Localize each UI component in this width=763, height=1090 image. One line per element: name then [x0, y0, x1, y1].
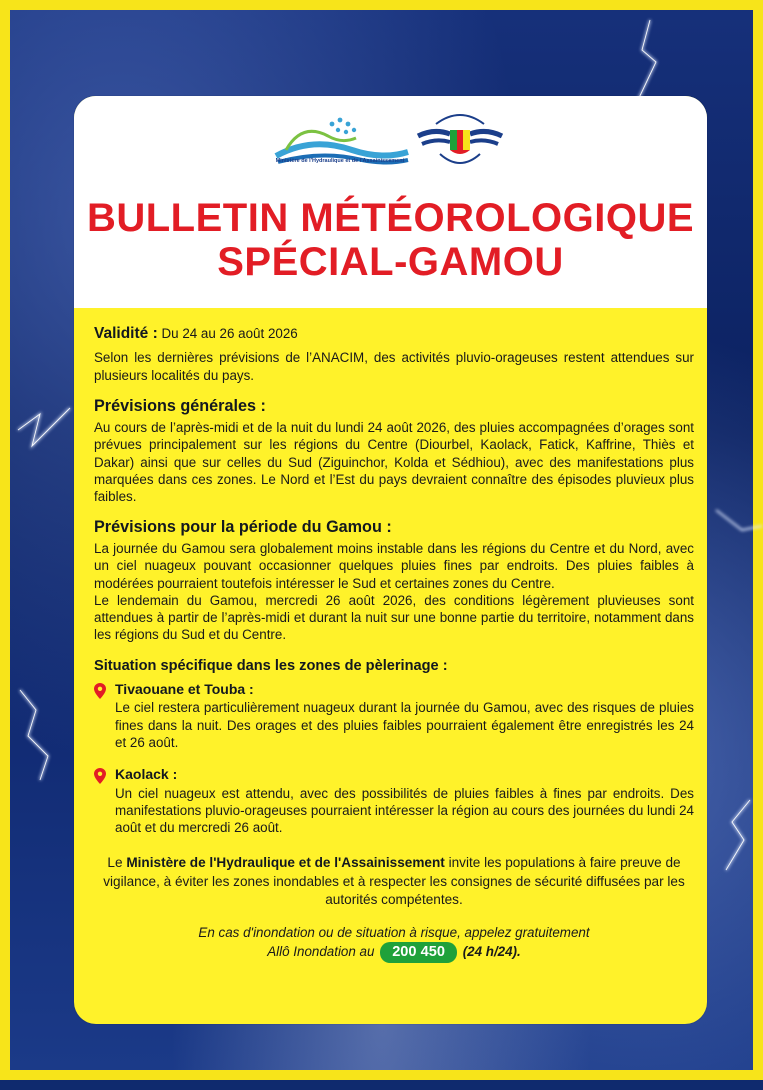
notice-prefix: Le — [107, 855, 123, 871]
zone-tivaouane-touba — [94, 681, 694, 751]
bulletin-header — [74, 96, 707, 308]
zones-heading: Situation spécifique dans les zones de pèlerinage : — [94, 657, 448, 674]
intro-text: Selon les dernières prévisions de l’ANACIM, des activités pluvio-orageuses restent attendues sur plusieurs localités du pays. — [94, 350, 694, 383]
validity-label: Validité : — [94, 325, 158, 342]
validity-line — [94, 325, 694, 342]
notice-suffix: invite les populations à faire preuve de vigilance, à éviter les zones inondables et à respecter les consignes de sécurité diffusées par les autorités compétentes. — [103, 855, 685, 908]
validity-value: Du 24 au 26 août 2026 — [161, 326, 298, 341]
bulletin-card — [74, 96, 707, 1024]
gamou-text-2: Le lendemain du Gamou, mercredi 26 août 2026, des conditions légèrement pluvieuses sont attendues à partir de l’après-midi et durant la nuit sur une bonne partie du territoire, notamment dans les régions du Sud et du Centre. — [94, 592, 694, 643]
zone-name: Kaolack : — [115, 766, 178, 783]
general-text: Au cours de l’après-midi et de la nuit du lundi 24 août 2026, des pluies accompagnées d’orages sont prévues principalement sur les régions du Centre (Diourbel, Kaolack, Fatick, Kaffrine, Thiès et Dakar) ainsi que sur celles du Sud (Ziguinchor, Kolda et Sédhiou), avec des manifestations plus marquées dans ces zones. Le Nord et l’Est du pays devraient connaître des épisodes pluvieux plus faibles. — [94, 420, 694, 505]
phone-number-badge[interactable]: 200 450 — [380, 942, 457, 963]
bulletin-title — [74, 196, 707, 284]
gamou-heading: Prévisions pour la période du Gamou : — [94, 517, 392, 536]
zone-kaolack — [94, 766, 694, 836]
zone-text: Le ciel restera particulièrement nuageux durant la journée du Gamou, avec des risques de pluies fines dans la nuit. Des orages et des pluies faibles pourraient également être enregistrés les 24 et 26 août. — [115, 700, 694, 750]
zone-name: Tivaouane et Touba : — [115, 681, 254, 698]
vigilance-notice — [94, 854, 694, 909]
general-heading: Prévisions générales : — [94, 396, 266, 415]
call-line-1: En cas d'inondation ou de situation à risque, appelez gratuitement — [198, 925, 590, 941]
location-pin-icon — [94, 683, 106, 699]
title-line-2: SPÉCIAL-GAMOU — [217, 240, 564, 284]
anacim-logo-icon — [414, 106, 506, 172]
notice-ministry: Ministère de l'Hydraulique et de l'Assainissement — [126, 855, 445, 871]
call-line-2-prefix: Allô Inondation au — [267, 944, 375, 960]
ministry-name: Ministère de l'Hydraulique et de l'Assainissement — [275, 158, 405, 164]
location-pin-icon — [94, 768, 106, 784]
call-hours: (24 h/24). — [462, 944, 521, 960]
title-line-1: BULLETIN MÉTÉOROLOGIQUE — [86, 196, 695, 240]
emergency-call — [94, 923, 694, 963]
gamou-text-1: La journée du Gamou sera globalement moins instable dans les régions du Centre et du Nord, avec un ciel nuageux pouvant occasionner quelques pluies fines par endroits. Des pluies faibles à modérées pourraient toutefois intéresser le Sud et certaines zones du Centre. — [94, 540, 694, 591]
bulletin-body — [94, 325, 694, 963]
zone-text: Un ciel nuageux est attendu, avec des possibilités de pluies faibles à fines par endroits. Des manifestations pluvio-orageuses pourraient intéresser la région au cours des journées du lundi 24 août et du mercredi 26 août. — [115, 785, 694, 836]
